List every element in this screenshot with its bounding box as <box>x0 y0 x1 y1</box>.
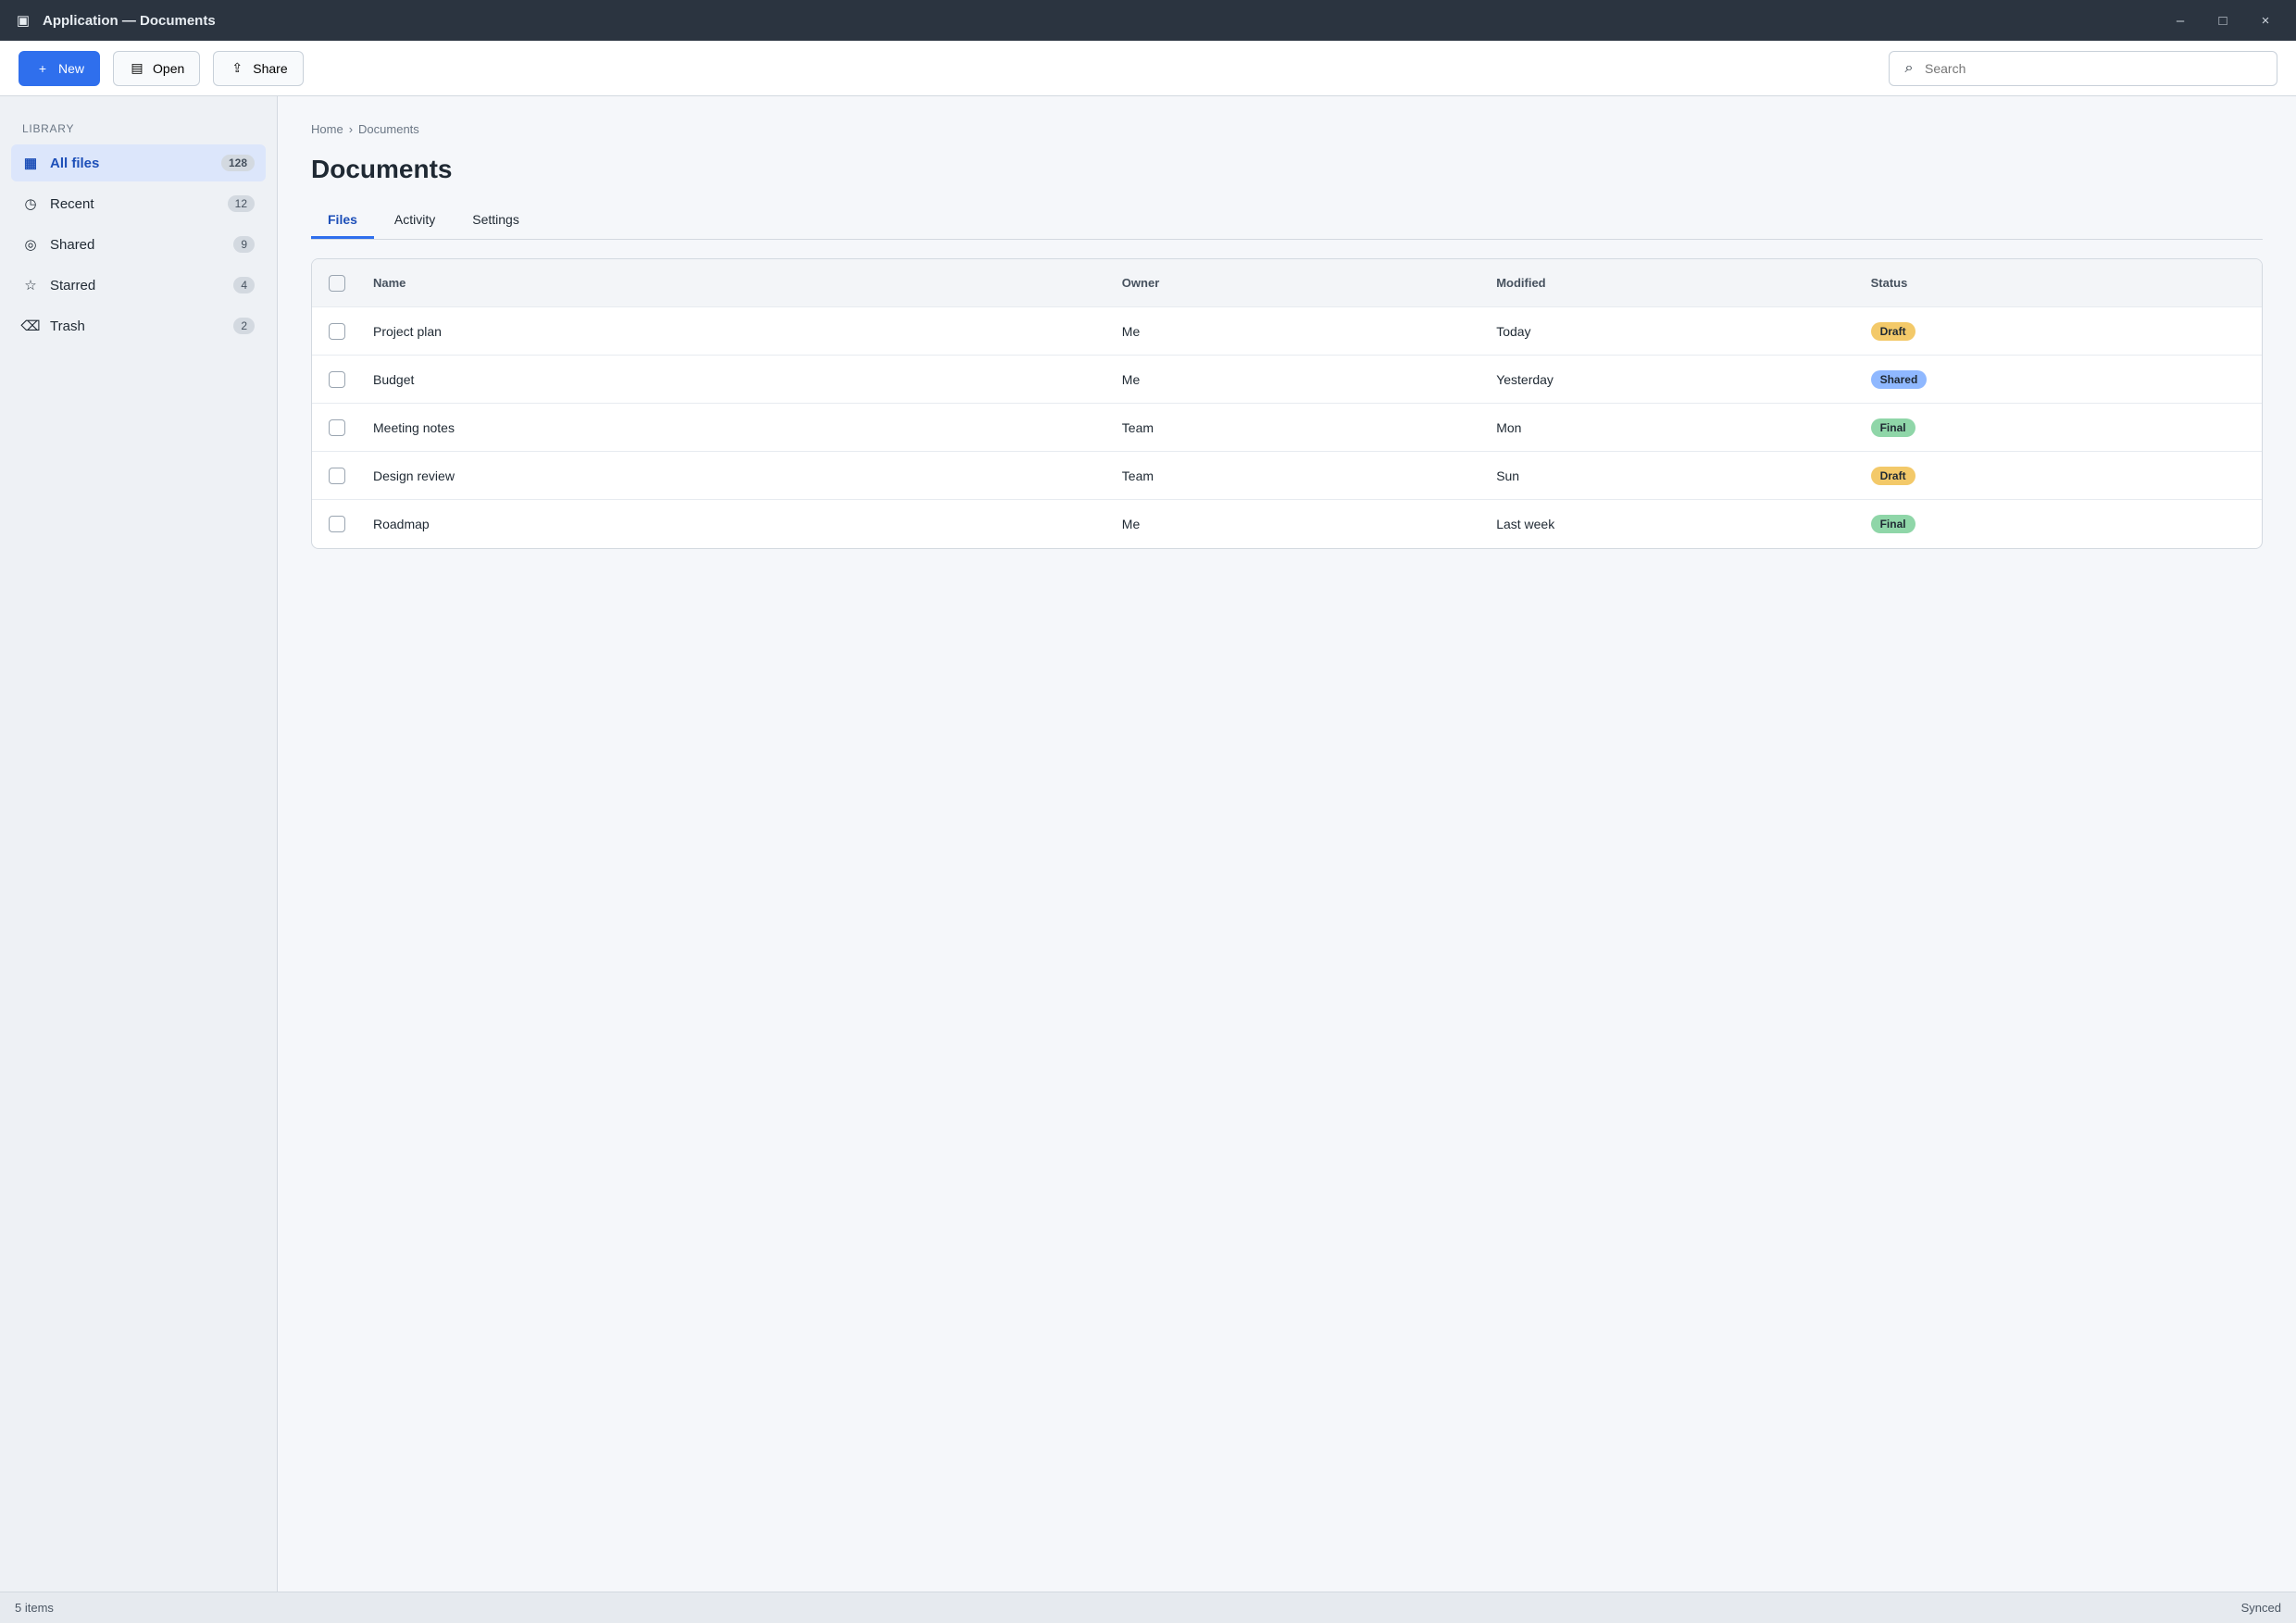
file-modified: Today <box>1496 323 1531 339</box>
share-button-label: Share <box>253 60 288 76</box>
maximize-button[interactable]: □ <box>2218 12 2227 29</box>
table-row[interactable] <box>312 307 2262 356</box>
search-input[interactable] <box>1925 61 2265 76</box>
status-cell <box>1871 467 2245 485</box>
sidebar-item-count: 2 <box>233 318 255 334</box>
status-bar <box>0 1592 2296 1623</box>
status-badge: Shared <box>1871 370 1928 389</box>
clock-icon: ◷ <box>24 196 37 212</box>
file-owner: Me <box>1121 517 1141 531</box>
sidebar-item-label: Shared <box>50 236 95 253</box>
status-badge: Final <box>1871 418 1915 437</box>
status-badge: Draft <box>1871 322 1915 341</box>
file-modified: Sun <box>1496 468 1520 483</box>
sidebar-item-label: Trash <box>50 318 85 334</box>
sidebar-item-count: 9 <box>233 236 255 253</box>
people-icon: ◎ <box>24 237 37 253</box>
sidebar-item-trash[interactable] <box>11 307 266 344</box>
title-bar <box>0 0 2296 41</box>
column-header[interactable]: Status <box>1870 276 1908 290</box>
table-row[interactable] <box>312 404 2262 452</box>
table-row[interactable] <box>312 500 2262 548</box>
breadcrumb-item[interactable]: Home <box>311 122 343 136</box>
content-area <box>0 96 2296 1592</box>
page-title: Documents <box>311 155 453 183</box>
file-name[interactable]: Budget <box>373 371 415 387</box>
file-name[interactable]: Design review <box>373 468 455 483</box>
file-modified: Last week <box>1496 517 1555 531</box>
status-cell <box>1871 515 2245 533</box>
folder-icon: ▤ <box>131 60 144 75</box>
main-panel <box>278 96 2296 1592</box>
open-button[interactable] <box>113 51 200 86</box>
file-name[interactable]: Project plan <box>373 323 442 339</box>
sidebar-item-starred[interactable] <box>11 267 266 304</box>
breadcrumb-item[interactable]: Documents <box>358 122 419 136</box>
trash-icon: ⌫ <box>20 318 41 334</box>
file-table <box>311 258 2263 549</box>
table-header <box>312 259 2262 307</box>
tab-activity[interactable]: Activity <box>393 212 436 227</box>
app-icon: ▣ <box>16 13 31 29</box>
share-button[interactable] <box>213 51 303 86</box>
file-owner: Me <box>1121 371 1141 387</box>
file-name[interactable]: Meeting notes <box>373 419 455 435</box>
tab-files[interactable]: Files <box>311 203 374 239</box>
status-badge: Final <box>1871 515 1915 533</box>
status-cell <box>1871 418 2245 437</box>
close-button[interactable]: × <box>2261 12 2270 29</box>
new-button[interactable] <box>19 51 100 86</box>
sync-status: Synced <box>2240 1601 2281 1615</box>
tab-settings[interactable]: Settings <box>472 212 519 227</box>
status-cell <box>1871 322 2245 341</box>
sidebar <box>0 96 278 1592</box>
sidebar-item-label: Recent <box>50 195 94 212</box>
row-checkbox[interactable] <box>329 516 345 532</box>
file-owner: Me <box>1121 323 1141 339</box>
column-header[interactable]: Modified <box>1496 276 1546 290</box>
sidebar-item-label: Starred <box>50 277 96 293</box>
files-icon: ▦ <box>23 156 38 171</box>
star-icon: ☆ <box>24 278 37 293</box>
column-header[interactable]: Owner <box>1121 276 1160 290</box>
search-icon: ⌕ <box>1904 59 1914 76</box>
plus-icon: + <box>38 60 47 76</box>
file-owner: Team <box>1121 468 1154 483</box>
tab-bar <box>311 203 2263 240</box>
row-checkbox[interactable] <box>329 468 345 484</box>
toolbar <box>0 41 2296 96</box>
table-row[interactable] <box>312 356 2262 404</box>
row-checkbox[interactable] <box>329 371 345 388</box>
sidebar-item-recent[interactable] <box>11 185 266 222</box>
chevron-right-icon: › <box>348 122 354 136</box>
row-checkbox[interactable] <box>329 419 345 436</box>
select-all-checkbox[interactable] <box>329 275 345 292</box>
row-checkbox[interactable] <box>329 323 345 340</box>
open-button-label: Open <box>153 60 185 76</box>
sidebar-heading: LIBRARY <box>22 122 75 135</box>
file-name[interactable]: Roadmap <box>373 517 430 531</box>
sidebar-item-count: 12 <box>228 195 255 212</box>
sidebar-item-count: 4 <box>233 277 255 293</box>
sidebar-item-label: All files <box>50 155 100 171</box>
file-modified: Yesterday <box>1496 371 1554 387</box>
share-icon: ⇪ <box>231 60 243 75</box>
table-row[interactable] <box>312 452 2262 500</box>
breadcrumb <box>311 122 2263 136</box>
table-body <box>312 307 2262 548</box>
file-modified: Mon <box>1496 419 1522 435</box>
column-header[interactable]: Name <box>373 276 406 290</box>
file-owner: Team <box>1121 419 1154 435</box>
window-title: Application — Documents <box>43 12 216 29</box>
status-item-count: 5 items <box>15 1601 54 1615</box>
sidebar-item-all-files[interactable] <box>11 144 266 181</box>
status-badge: Draft <box>1871 467 1915 485</box>
sidebar-item-shared[interactable] <box>11 226 266 263</box>
search-box <box>1889 51 2277 86</box>
status-cell <box>1871 370 2245 389</box>
sidebar-item-count: 128 <box>221 155 255 171</box>
new-button-label: New <box>58 60 85 76</box>
minimize-button[interactable]: – <box>2176 12 2185 29</box>
